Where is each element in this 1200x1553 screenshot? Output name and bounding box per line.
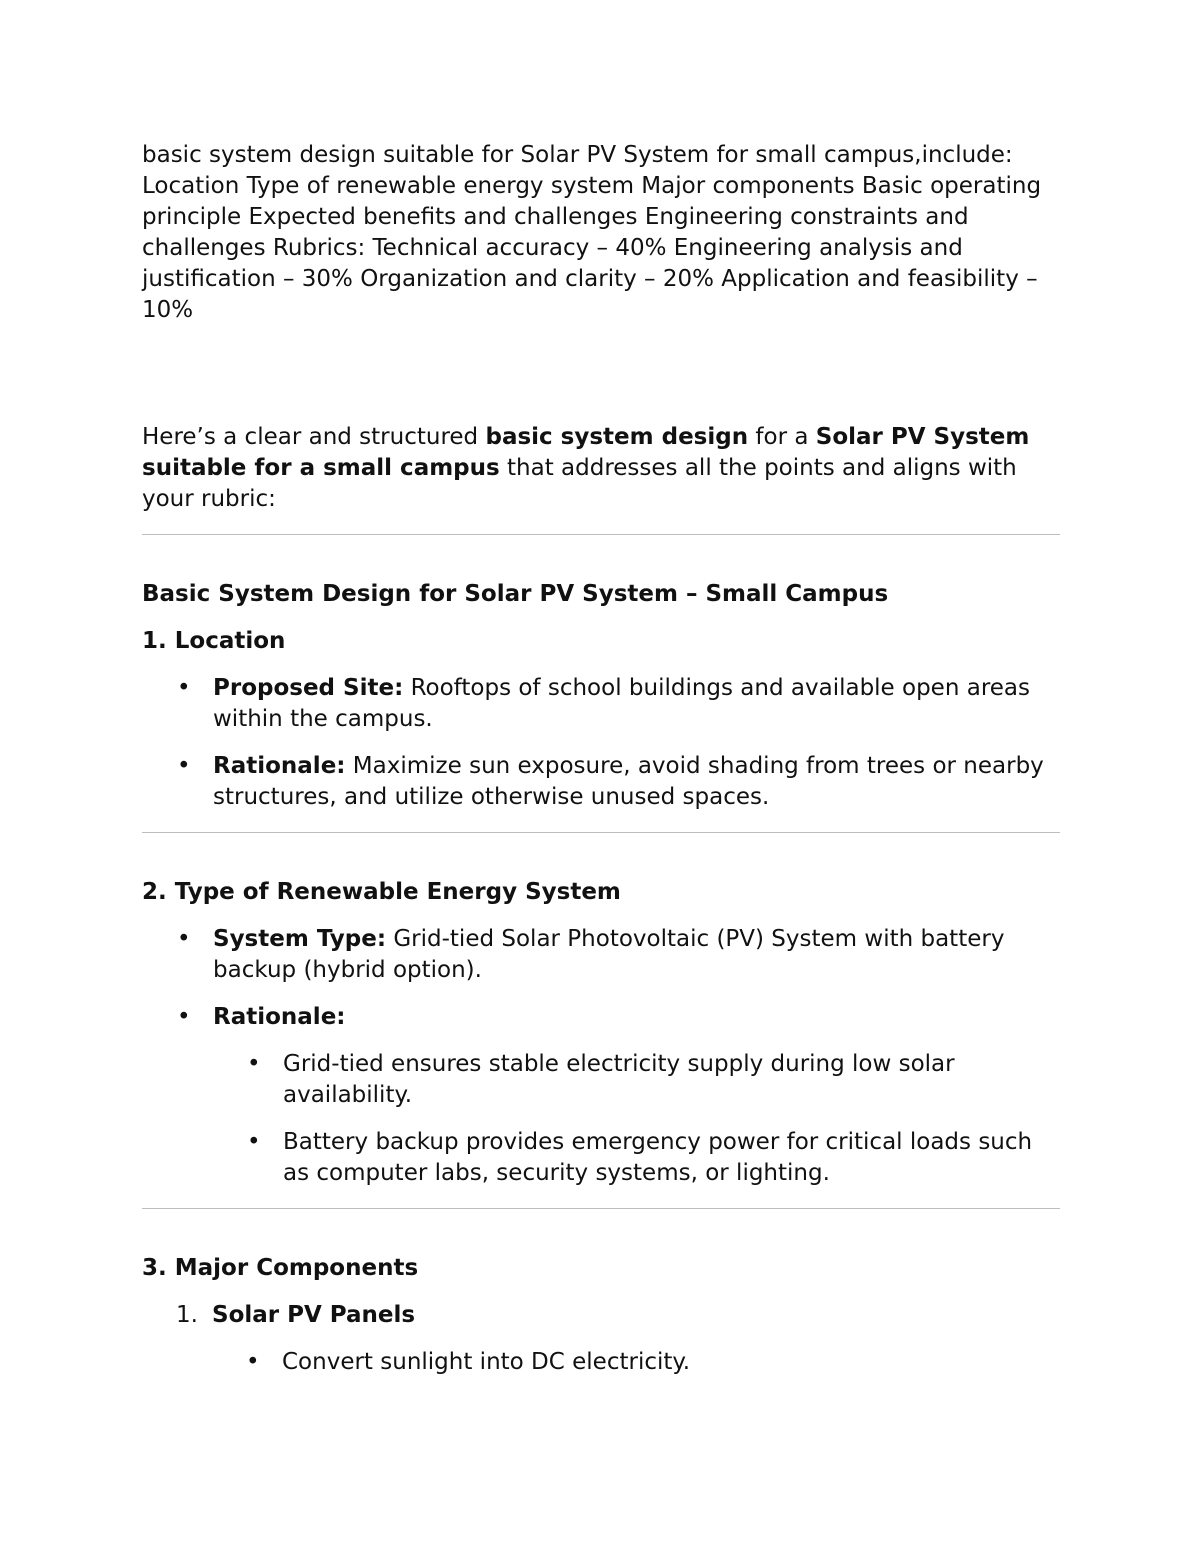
section-heading: 3. Major Components bbox=[142, 1255, 419, 1281]
list-item bbox=[177, 1002, 1060, 1189]
bullet-icon: • bbox=[247, 1051, 261, 1077]
item-text: Rooftops of school buildings and available open areas within the campus. bbox=[213, 675, 1030, 732]
bullet-icon: • bbox=[246, 1349, 260, 1375]
bullet-icon: • bbox=[177, 1004, 191, 1030]
list-item bbox=[176, 1300, 1060, 1378]
item-text: Convert sunlight into DC electricity. bbox=[282, 1349, 691, 1375]
component-name: Solar PV Panels bbox=[212, 1302, 416, 1328]
intro-text: for a bbox=[748, 424, 816, 450]
list-number: 1. bbox=[176, 1302, 198, 1328]
list-item bbox=[177, 924, 1060, 986]
item-label: Rationale: bbox=[213, 753, 346, 779]
item-text: Maximize sun exposure, avoid shading from trees or nearby structures, and utilize otherwise unused spaces. bbox=[213, 753, 1044, 810]
bullet-icon: • bbox=[247, 1129, 261, 1155]
list-item bbox=[177, 673, 1060, 735]
bullet-icon: • bbox=[177, 675, 191, 701]
response-intro bbox=[142, 422, 1060, 515]
item-label: Rationale: bbox=[213, 1004, 346, 1030]
item-text: Grid-tied ensures stable electricity supply during low solar availability. bbox=[283, 1051, 955, 1108]
numbered-list bbox=[142, 1300, 1060, 1378]
nested-bullet-list bbox=[213, 1049, 1060, 1189]
intro-bold-text: Solar PV System suitable for a small campus bbox=[142, 424, 1030, 481]
list-item bbox=[246, 1347, 1060, 1378]
item-label: Proposed Site: bbox=[213, 675, 404, 701]
list-item bbox=[177, 751, 1060, 813]
intro-text: that addresses all the points and aligns with your rubric: bbox=[142, 455, 1017, 512]
document-page bbox=[142, 140, 1060, 1378]
item-label: System Type: bbox=[213, 926, 387, 952]
divider bbox=[142, 1208, 1060, 1209]
divider bbox=[142, 832, 1060, 833]
bullet-list bbox=[142, 673, 1060, 813]
item-text: Grid-tied Solar Photovoltaic (PV) System with battery backup (hybrid option). bbox=[213, 926, 1005, 983]
bullet-icon: • bbox=[177, 926, 191, 952]
list-item bbox=[247, 1049, 1060, 1111]
list-item bbox=[247, 1127, 1060, 1189]
nested-bullet-list bbox=[212, 1347, 1060, 1378]
section-heading: 1. Location bbox=[142, 628, 286, 654]
bullet-list bbox=[142, 924, 1060, 1189]
intro-text: Here’s a clear and structured bbox=[142, 424, 486, 450]
section-heading: 2. Type of Renewable Energy System bbox=[142, 879, 621, 905]
bullet-icon: • bbox=[177, 753, 191, 779]
divider bbox=[142, 534, 1060, 535]
item-text: Battery backup provides emergency power for critical loads such as computer labs, security systems, or lighting. bbox=[283, 1129, 1033, 1186]
document-title: Basic System Design for Solar PV System – Small Campus bbox=[142, 581, 889, 607]
user-prompt: basic system design suitable for Solar PV System for small campus,include: Location Type of renewable energy system Major components Basic operating principle Expected benefits and challenges Engineering constraints and challenges Rubrics: Technical accuracy – 40% Engineering analysis and justification – 30% Organization and clarity – 20% Application and feasibility – 10% bbox=[142, 142, 1042, 323]
intro-bold-text: basic system design bbox=[485, 424, 749, 450]
